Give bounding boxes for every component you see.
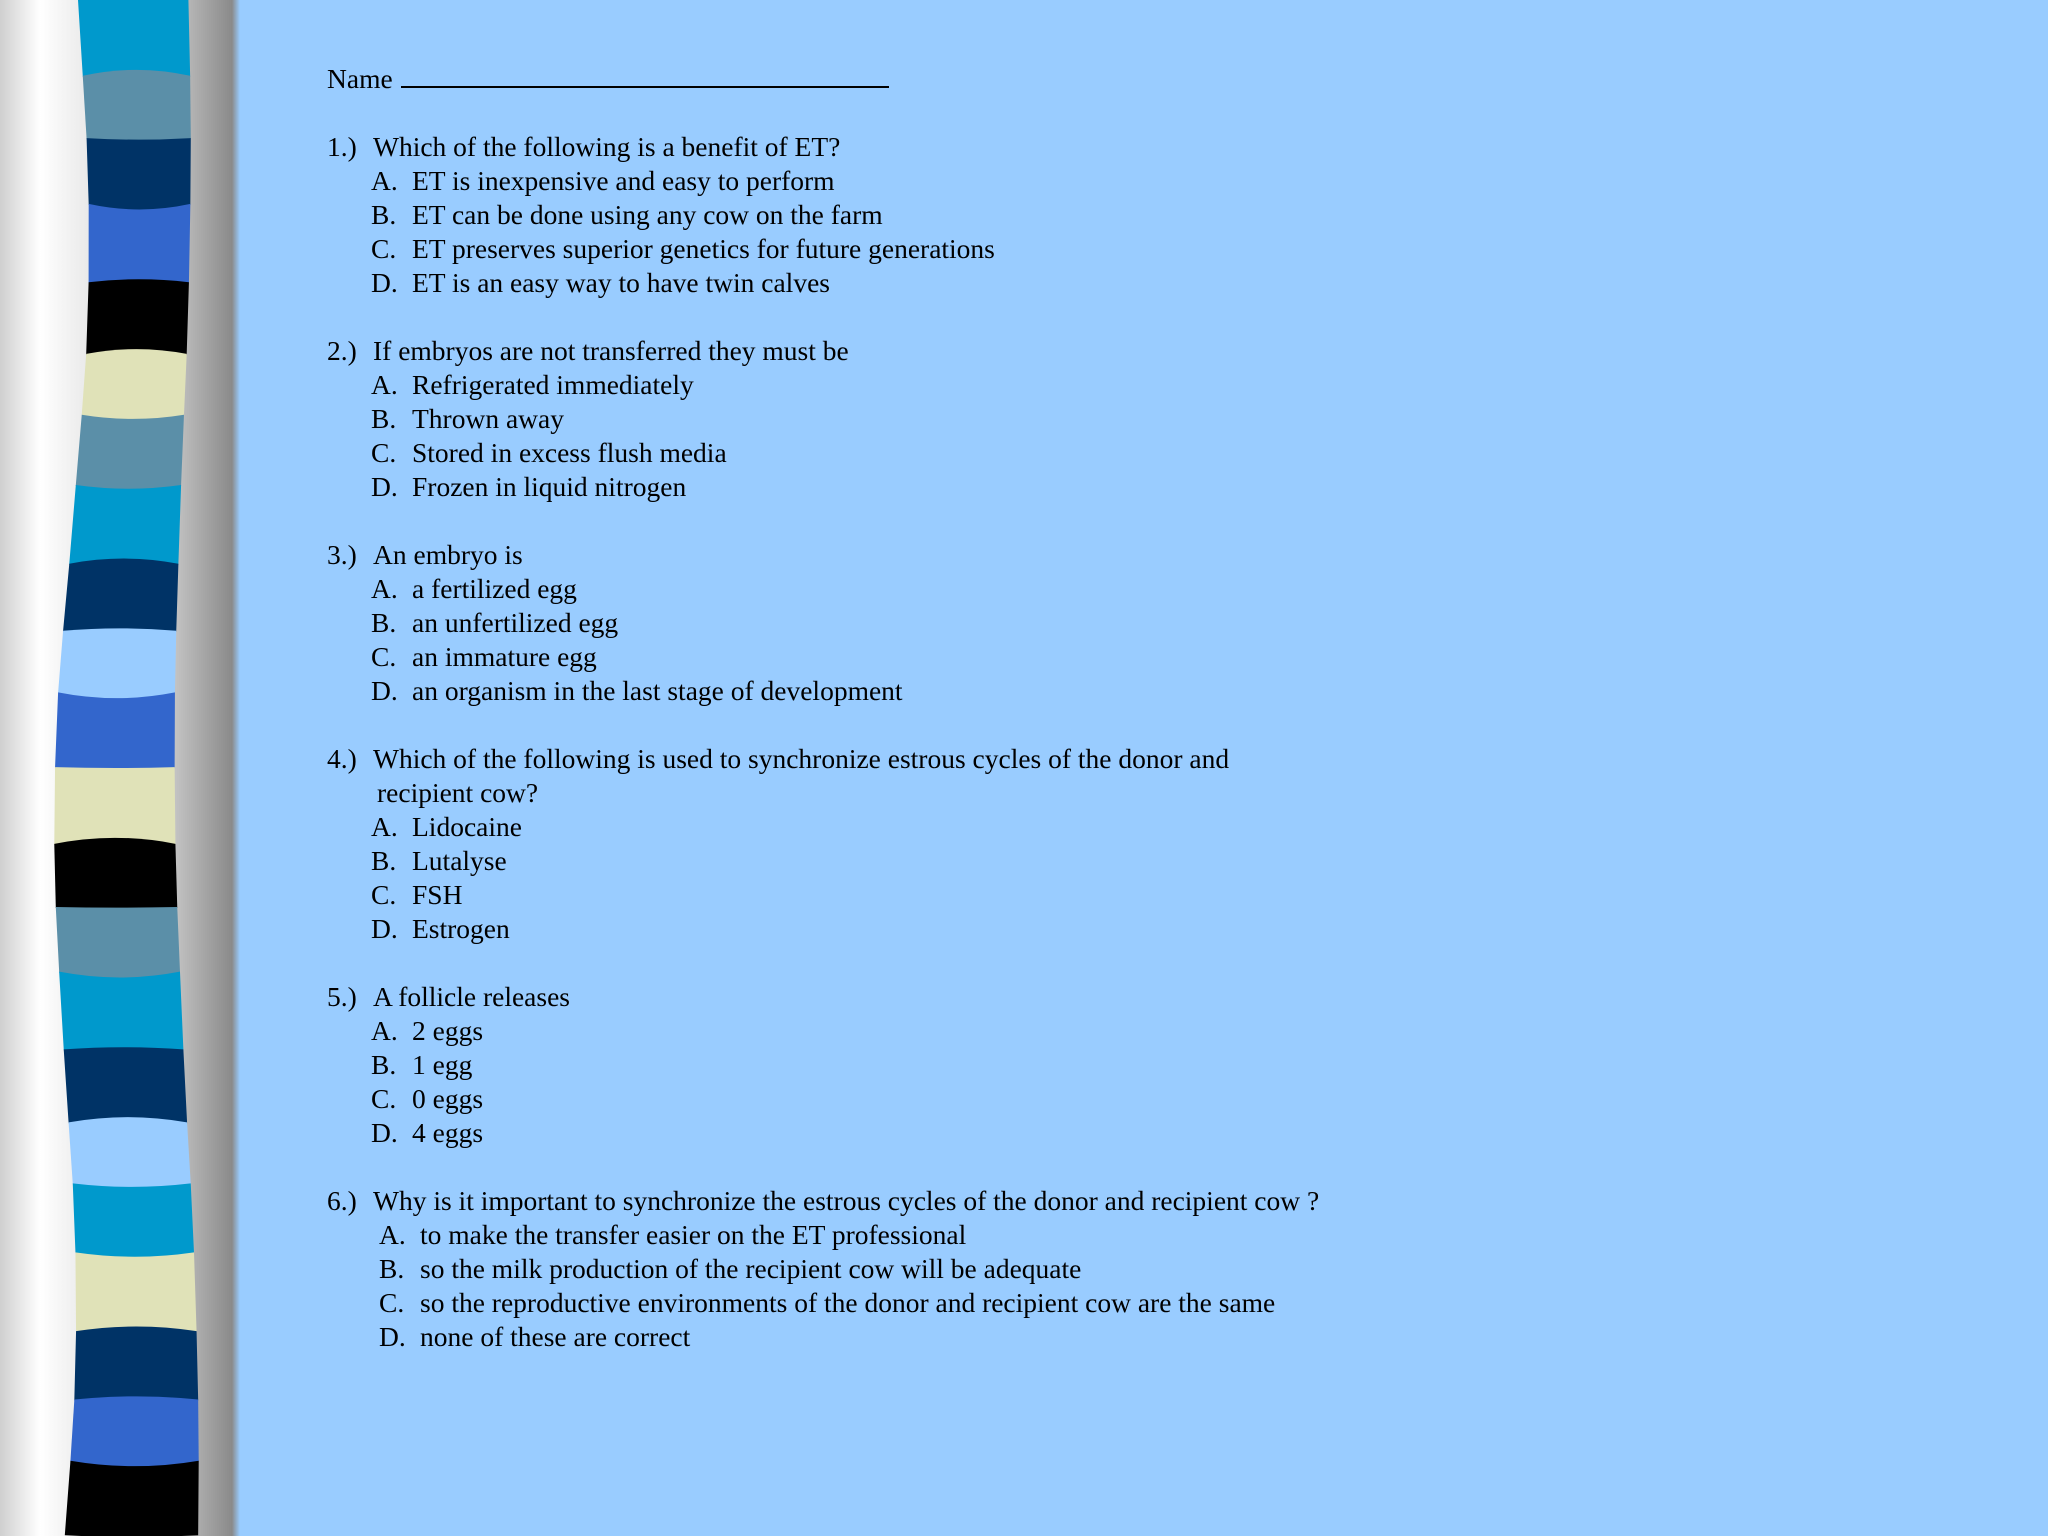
- option-text: an organism in the last stage of development: [412, 675, 903, 706]
- stripe-band: [69, 485, 181, 565]
- answer-option[interactable]: [371, 640, 1927, 674]
- option-text: 2 eggs: [412, 1015, 484, 1046]
- option-letter: C.: [379, 1287, 405, 1318]
- quiz-sheet: [327, 60, 1927, 1388]
- answer-options: [327, 1218, 1927, 1354]
- option-letter: B.: [379, 1253, 405, 1284]
- question-number: 2.): [327, 335, 357, 366]
- answer-option[interactable]: [371, 1048, 1927, 1082]
- name-label: Name: [327, 63, 393, 94]
- answer-option[interactable]: [371, 844, 1927, 878]
- option-letter: D.: [371, 913, 398, 944]
- answer-option[interactable]: [371, 810, 1927, 844]
- option-text: 0 eggs: [412, 1083, 484, 1114]
- answer-option[interactable]: [371, 232, 1927, 266]
- stripe-band: [75, 1252, 196, 1332]
- option-letter: D.: [371, 1117, 398, 1148]
- option-letter: B.: [371, 199, 397, 230]
- question-number: 3.): [327, 539, 357, 570]
- option-text: Lutalyse: [412, 845, 507, 876]
- answer-option[interactable]: [379, 1218, 1927, 1252]
- answer-options: [327, 1014, 1927, 1150]
- option-text: FSH: [412, 879, 463, 910]
- option-text: ET can be done using any cow on the farm: [412, 199, 883, 230]
- answer-options: [327, 572, 1927, 708]
- option-letter: D.: [379, 1321, 406, 1352]
- stripe-band: [83, 70, 191, 141]
- stripe-band: [69, 1117, 191, 1188]
- stripe-band: [87, 138, 191, 210]
- option-letter: A.: [371, 165, 398, 196]
- stripe-band: [63, 559, 178, 632]
- question-number: 6.): [327, 1185, 357, 1216]
- question-2: [327, 334, 1927, 504]
- answer-option[interactable]: [379, 1286, 1927, 1320]
- stripe-band: [76, 415, 184, 490]
- stripe-band: [89, 204, 191, 283]
- option-letter: A.: [379, 1219, 406, 1250]
- stripe-band: [59, 972, 183, 1051]
- answer-option[interactable]: [371, 368, 1927, 402]
- answer-option[interactable]: [371, 912, 1927, 946]
- answer-option[interactable]: [371, 606, 1927, 640]
- stripe-band: [56, 907, 180, 978]
- option-letter: B.: [371, 607, 397, 638]
- question-3: [327, 538, 1927, 708]
- option-text: so the milk production of the recipient cow will be adequate: [420, 1253, 1082, 1284]
- stripe-pattern: [0, 0, 240, 1536]
- stripe-band: [54, 838, 177, 909]
- answer-option[interactable]: [371, 1014, 1927, 1048]
- option-text: Refrigerated immediately: [412, 369, 694, 400]
- option-letter: C.: [371, 879, 397, 910]
- answer-options: [327, 368, 1927, 504]
- stripe-band: [65, 1461, 199, 1536]
- option-text: Estrogen: [412, 913, 510, 944]
- stripe-band: [64, 1047, 187, 1123]
- question-number: 5.): [327, 981, 357, 1012]
- answer-options: [327, 810, 1927, 946]
- option-text: Frozen in liquid nitrogen: [412, 471, 687, 502]
- question-text-continued: recipient cow?: [377, 777, 539, 808]
- name-field-row: [327, 62, 1927, 96]
- answer-option[interactable]: [379, 1252, 1927, 1286]
- option-letter: C.: [371, 641, 397, 672]
- stripe-band: [74, 1327, 198, 1401]
- answer-option[interactable]: [371, 878, 1927, 912]
- option-text: Stored in excess flush media: [412, 437, 727, 468]
- stripe-band: [82, 349, 187, 420]
- answer-option[interactable]: [371, 1082, 1927, 1116]
- option-letter: D.: [371, 471, 398, 502]
- option-text: so the reproductive environments of the donor and recipient cow are the same: [420, 1287, 1276, 1318]
- question-text: Which of the following is a benefit of ET?: [373, 131, 841, 162]
- answer-option[interactable]: [379, 1320, 1927, 1354]
- option-text: a fertilized egg: [412, 573, 577, 604]
- question-text: An embryo is: [373, 539, 523, 570]
- option-letter: A.: [371, 573, 398, 604]
- answer-option[interactable]: [371, 198, 1927, 232]
- question-text: Why is it important to synchronize the estrous cycles of the donor and recipient cow ?: [373, 1185, 1320, 1216]
- option-text: 1 egg: [412, 1049, 473, 1080]
- question-4: [327, 742, 1927, 946]
- answer-option[interactable]: [371, 402, 1927, 436]
- option-text: an immature egg: [412, 641, 597, 672]
- stripe-band: [55, 692, 175, 769]
- answer-option[interactable]: [371, 572, 1927, 606]
- answer-option[interactable]: [371, 1116, 1927, 1150]
- answer-option[interactable]: [371, 436, 1927, 470]
- option-letter: B.: [371, 403, 397, 434]
- option-text: none of these are correct: [420, 1321, 691, 1352]
- question-text: A follicle releases: [373, 981, 570, 1012]
- stripe-band: [86, 279, 189, 355]
- stripe-band: [78, 0, 190, 77]
- decorative-stripe-border: [0, 0, 240, 1536]
- option-text: ET preserves superior genetics for future generations: [412, 233, 995, 264]
- answer-option[interactable]: [371, 470, 1927, 504]
- stripe-band: [70, 1396, 198, 1467]
- stripe-band: [54, 767, 175, 845]
- option-letter: C.: [371, 1083, 397, 1114]
- question-text: Which of the following is used to synchronize estrous cycles of the donor and: [373, 743, 1230, 774]
- answer-option[interactable]: [371, 266, 1927, 300]
- question-number: 1.): [327, 131, 357, 162]
- option-text: ET is an easy way to have twin calves: [412, 267, 830, 298]
- option-letter: B.: [371, 845, 397, 876]
- option-letter: A.: [371, 811, 398, 842]
- option-letter: D.: [371, 267, 398, 298]
- option-text: an unfertilized egg: [412, 607, 619, 638]
- option-letter: C.: [371, 437, 397, 468]
- option-text: 4 eggs: [412, 1117, 484, 1148]
- option-letter: B.: [371, 1049, 397, 1080]
- option-text: Lidocaine: [412, 811, 522, 842]
- question-6: [327, 1184, 1927, 1354]
- option-text: to make the transfer easier on the ET professional: [420, 1219, 967, 1250]
- option-text: Thrown away: [412, 403, 564, 434]
- option-letter: A.: [371, 369, 398, 400]
- stripe-band: [58, 628, 176, 699]
- stripe-band: [73, 1183, 194, 1257]
- answer-option[interactable]: [371, 674, 1927, 708]
- question-text: If embryos are not transferred they must be: [373, 335, 849, 366]
- name-blank-line[interactable]: [401, 62, 889, 88]
- answer-options: [327, 164, 1927, 300]
- option-letter: C.: [371, 233, 397, 264]
- option-letter: A.: [371, 1015, 398, 1046]
- option-letter: D.: [371, 675, 398, 706]
- question-number: 4.): [327, 743, 357, 774]
- answer-option[interactable]: [371, 164, 1927, 198]
- question-5: [327, 980, 1927, 1150]
- question-1: [327, 130, 1927, 300]
- option-text: ET is inexpensive and easy to perform: [412, 165, 835, 196]
